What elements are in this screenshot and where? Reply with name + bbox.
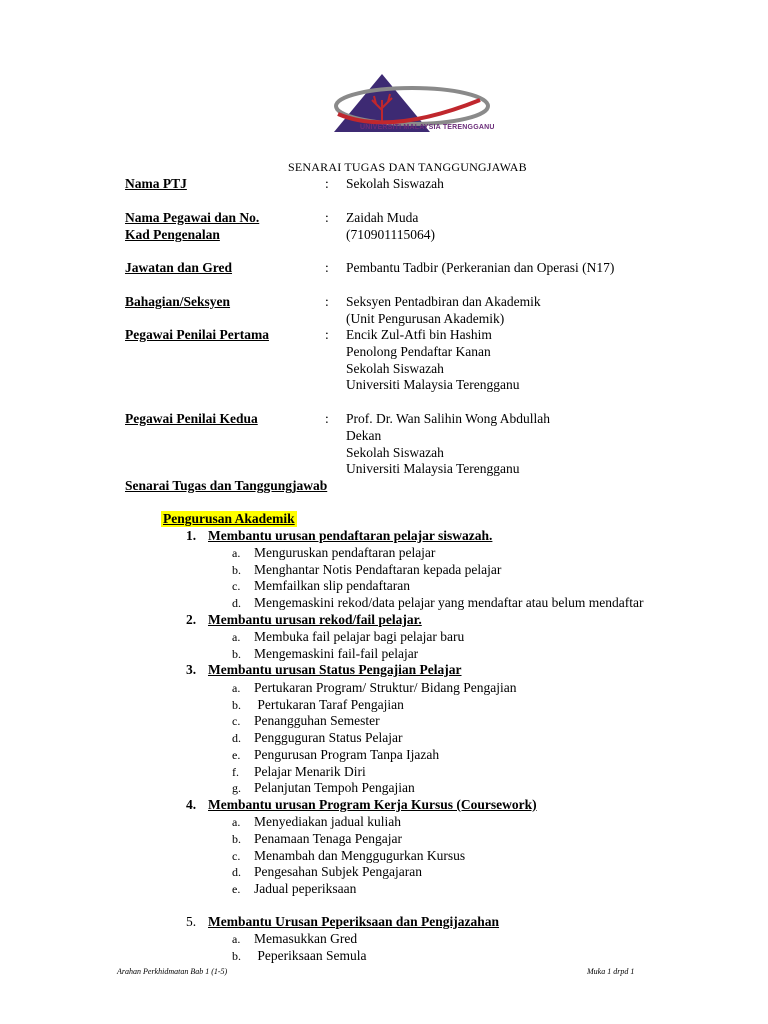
field-colon: :	[325, 210, 329, 225]
task-heading: 3. Membantu urusan Status Pengajian Pelajar	[186, 662, 462, 677]
task-heading: 1. Membantu urusan pendaftaran pelajar siswazah.	[186, 528, 493, 543]
task-item: d. Pengguguran Status Pelajar	[232, 730, 403, 745]
task-item: b. Pertukaran Taraf Pengajian	[232, 697, 404, 712]
task-item: b. Menghantar Notis Pendaftaran kepada pelajar	[232, 562, 502, 577]
task-item: a. Membuka fail pelajar bagi pelajar baru	[232, 629, 465, 644]
field-label-kad-pengenalan: Kad Pengenalan	[125, 227, 220, 242]
task-item: e. Pengurusan Program Tanpa Ijazah	[232, 747, 440, 762]
task-heading: 5. Membantu Urusan Peperiksaan dan Pengijazahan	[186, 914, 500, 929]
field-colon: :	[325, 260, 329, 275]
field-value-penilai-kedua: Prof. Dr. Wan Salihin Wong Abdullah Dekan Sekolah Siswazah Universiti Malaysia Terengganu	[346, 411, 550, 477]
field-label-penilai-kedua: Pegawai Penilai Kedua	[125, 411, 258, 426]
task-item: c. Penangguhan Semester	[232, 713, 380, 728]
field-value-penilai-pertama: Encik Zul-Atfi bin Hashim Penolong Pendaftar Kanan Sekolah Siswazah Universiti Malaysia Terengganu	[346, 327, 520, 393]
logo-text: UNIVERSITI MALAYSIA TERENGGANU	[360, 124, 495, 131]
field-colon: :	[325, 327, 329, 342]
footer-page-number: Muka 1 drpd 1	[587, 967, 635, 976]
task-item: c. Menambah dan Menggugurkan Kursus	[232, 848, 466, 863]
task-item: b. Penamaan Tenaga Pengajar	[232, 831, 402, 846]
task-item: a. Memasukkan Gred	[232, 931, 358, 946]
task-item: a. Menguruskan pendaftaran pelajar	[232, 545, 436, 560]
task-item: d. Pengesahan Subjek Pengajaran	[232, 864, 422, 879]
field-label-jawatan: Jawatan dan Gred	[125, 260, 233, 275]
highlighted-heading: Pengurusan Akademik	[163, 511, 295, 526]
task-item: e. Jadual peperiksaan	[232, 881, 357, 896]
task-item: a. Pertukaran Program/ Struktur/ Bidang Pengajian	[232, 680, 517, 695]
task-item: f. Pelajar Menarik Diri	[232, 764, 366, 779]
field-label-ptj: Nama PTJ	[125, 176, 187, 191]
field-label-bahagian: Bahagian/Seksyen	[125, 294, 231, 309]
field-colon: :	[325, 176, 329, 191]
field-value-nama-pegawai: Zaidah Muda (710901115064)	[346, 210, 435, 242]
field-colon: :	[325, 294, 329, 309]
section-title: Senarai Tugas dan Tanggungjawab	[125, 478, 328, 493]
field-colon: :	[325, 411, 329, 426]
task-item: a. Menyediakan jadual kuliah	[232, 814, 401, 829]
task-item: c. Memfailkan slip pendaftaran	[232, 578, 410, 593]
task-heading: 4. Membantu urusan Program Kerja Kursus (Coursework)	[186, 797, 537, 812]
field-label-penilai-pertama: Pegawai Penilai Pertama	[125, 327, 269, 342]
field-label-nama-pegawai: Nama Pegawai dan No.	[125, 210, 260, 225]
task-item: g. Pelanjutan Tempoh Pengajian	[232, 780, 415, 795]
field-value-jawatan: Pembantu Tadbir (Perkeranian dan Operasi (N17)	[346, 260, 615, 275]
page-title: SENARAI TUGAS DAN TANGGUNGJAWAB	[288, 160, 527, 174]
footer-left: Arahan Perkhidmatan Bab 1 (1-5)	[117, 967, 228, 976]
task-item: d. Mengemaskini rekod/data pelajar yang mendaftar atau belum mendaftar	[232, 595, 644, 610]
field-value-bahagian: Seksyen Pentadbiran dan Akademik (Unit Pengurusan Akademik)	[346, 294, 541, 326]
task-item: b. Peperiksaan Semula	[232, 948, 367, 963]
task-heading: 2. Membantu urusan rekod/fail pelajar.	[186, 612, 422, 627]
field-value-ptj: Sekolah Siswazah	[346, 176, 444, 191]
task-item: b. Mengemaskini fail-fail pelajar	[232, 646, 419, 661]
